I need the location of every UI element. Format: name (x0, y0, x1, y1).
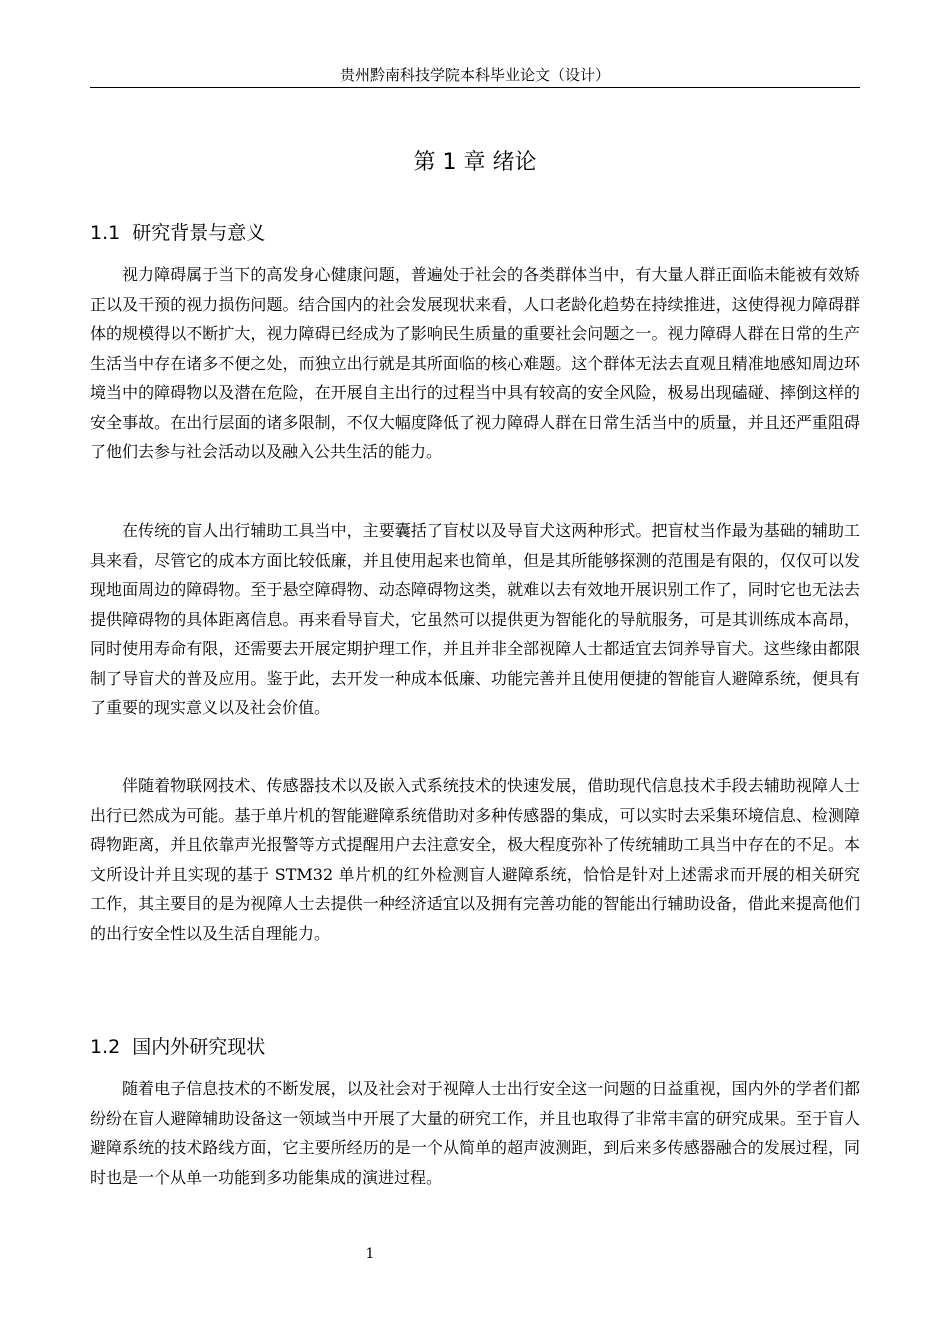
section-title: 国内外研究现状 (132, 1036, 266, 1058)
section-number: 1.2 (90, 1036, 121, 1058)
section-heading-1-1 (90, 218, 860, 248)
section-title: 研究背景与意义 (132, 222, 266, 244)
page-number: 1 (365, 1246, 375, 1262)
paragraph: 视力障碍属于当下的高发身心健康问题，普遍处于社会的各类群体当中，有大量人群正面临未能被有效矫正以及干预的视力损伤问题。结合国内的社会发展现状来看，人口老龄化趋势在持续推进，这使得视力障碍群体的规模得以不断扩大，视力障碍已经成为了影响民生质量的重要社会问题之一。视力障碍人群在日常的生产生活当中存在诸多不便之处，而独立出行就是其所面临的核心难题。这个群体无法去直观且精准地感知周边环境当中的障碍物以及潜在危险，在开展自主出行的过程当中具有较高的安全风险，极易出现磕碰、摔倒这样的安全事故。在出行层面的诸多限制，不仅大幅度降低了视力障碍人群在日常生活当中的质量，并且还严重阻碍了他们去参与社会活动以及融入公共生活的能力。 (90, 265, 860, 461)
section-number: 1.1 (90, 222, 121, 244)
header-divider (90, 87, 860, 88)
section-heading-1-2 (90, 1032, 860, 1062)
chapter-title: 第 1 章 绪论 (413, 150, 537, 175)
paragraph: 随着电子信息技术的不断发展，以及社会对于视障人士出行安全这一问题的日益重视，国内外的学者们都纷纷在盲人避障辅助设备这一领域当中开展了大量的研究工作，并且也取得了非常丰富的研究成果。至于盲人避障系统的技术路线方面，它主要所经历的是一个从简单的超声波测距，到后来多传感器融合的发展过程，同时也是一个从单一功能到多功能集成的演进过程。 (90, 1079, 860, 1187)
running-header: 贵州黔南科技学院本科毕业论文（设计） (339, 66, 610, 84)
paragraph: 在传统的盲人出行辅助工具当中，主要囊括了盲杖以及导盲犬这两种形式。把盲杖当作最为基础的辅助工具来看，尽管它的成本方面比较低廉，并且使用起来也简单，但是其所能够探测的范围是有限的，仅仅可以发现地面周边的障碍物。至于悬空障碍物、动态障碍物这类，就难以去有效地开展识别工作了，同时它也无法去提供障碍物的具体距离信息。再来看导盲犬，它虽然可以提供更为智能化的导航服务，可是其训练成本高昂，同时使用寿命有限，还需要去开展定期护理工作，并且并非全部视障人士都适宜去饲养导盲犬。这些缘由都限制了导盲犬的普及应用。鉴于此，去开发一种成本低廉、功能完善并且使用便捷的智能盲人避障系统，便具有了重要的现实意义以及社会价值。 (90, 521, 860, 717)
paragraph: 伴随着物联网技术、传感器技术以及嵌入式系统技术的快速发展，借助现代信息技术手段去辅助视障人士出行已然成为可能。基于单片机的智能避障系统借助对多种传感器的集成，可以实时去采集环境信息、检测障碍物距离，并且依靠声光报警等方式提醒用户去注意安全，极大程度弥补了传统辅助工具当中存在的不足。本文所设计并且实现的基于 STM32 单片机的红外检测盲人避障系统，恰恰是针对上述需求而开展的相关研究工作，其主要目的是为视障人士去提供一种经济适宜以及拥有完善功能的智能出行辅助设备，借此来提高他们的出行安全性以及生活自理能力。 (90, 776, 860, 943)
